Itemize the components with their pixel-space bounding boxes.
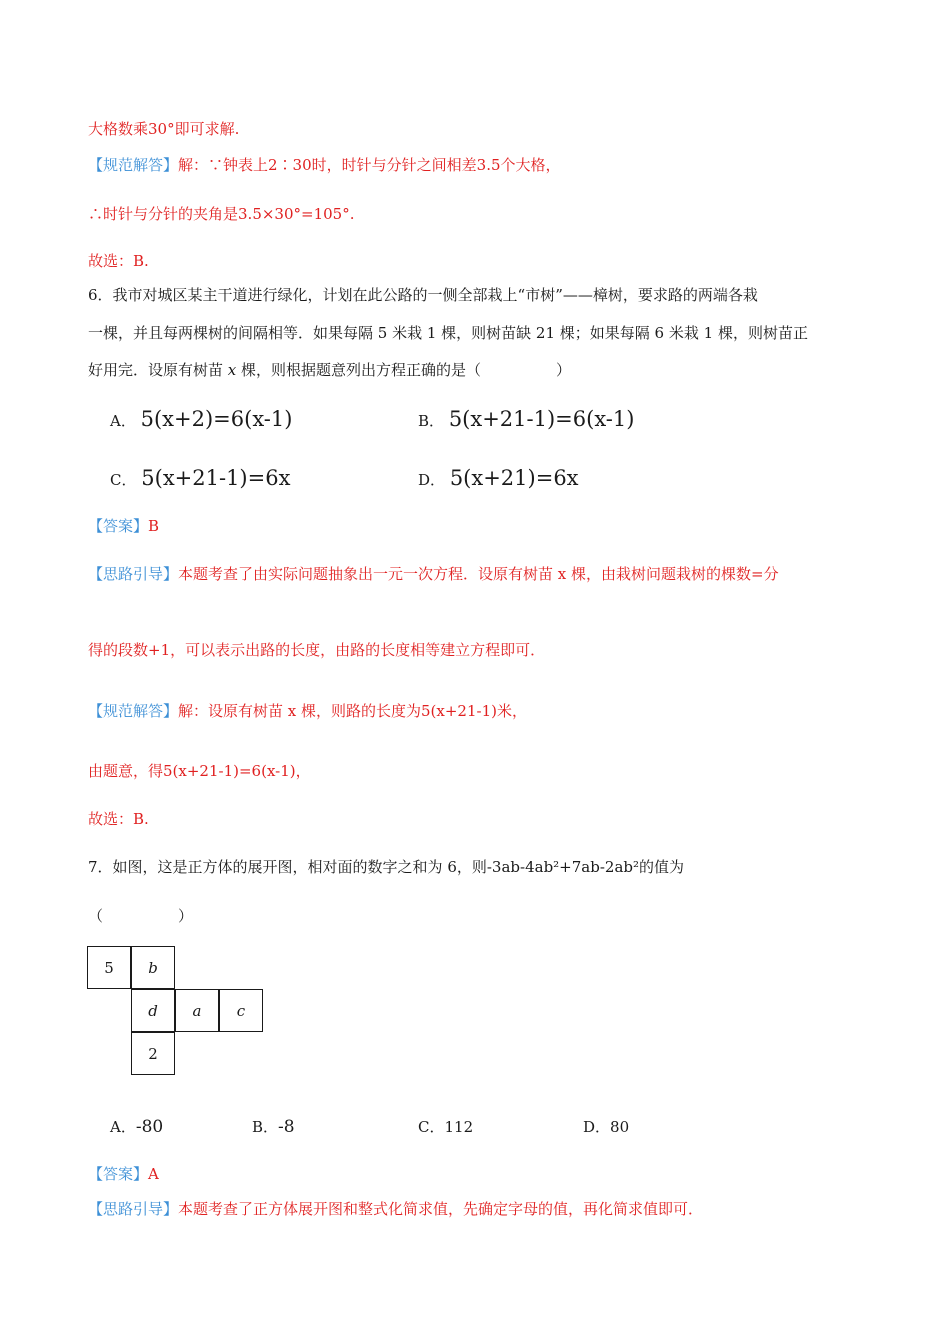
prev-line1: 大格数乘30°即可求解. [88, 120, 240, 138]
q7-option-d [583, 1116, 629, 1138]
q7-option-b [252, 1116, 295, 1138]
q6-option-b [418, 408, 634, 432]
q7-option-c-label: C． [418, 1118, 445, 1136]
q6-solution-tag: 【规范解答】 [88, 702, 179, 720]
q6-stem-line1: 6．我市对城区某主干道进行绿化，计划在此公路的一侧全部栽上“市树”——樟树，要求路的两端各栽 [88, 286, 758, 304]
q7-guide-text: 本题考查了正方体展开图和整式化简求值，先确定字母的值，再化简求值即可． [178, 1200, 704, 1218]
q6-option-c-label: C． [110, 471, 137, 489]
net-cell-c: c [219, 989, 263, 1032]
q6-option-a-label: A． [110, 412, 136, 430]
q7-option-d-label: D． [583, 1118, 611, 1136]
q6-stem-line3-a: 好用完．设原有树苗 [88, 361, 228, 379]
q6-stem-line3-b: 棵，则根据题意列出方程正确的是（ ） [236, 361, 572, 379]
q7-option-a [110, 1116, 163, 1138]
q7-guide-tag: 【思路引导】 [88, 1200, 179, 1218]
q6-option-b-label: B． [418, 412, 445, 430]
prev-solution-line [88, 154, 561, 176]
q7-option-a-label: A． [110, 1118, 136, 1136]
q6-guide-line1 [88, 563, 779, 585]
q7-option-c-text: 112 [444, 1118, 474, 1136]
q6-option-d-text: 5(x+21)=6x [449, 466, 579, 490]
net-cell-5: 5 [87, 946, 131, 989]
q7-option-a-text: -80 [135, 1117, 164, 1137]
q7-answer-tag: 【答案】 [88, 1165, 149, 1183]
q6-solution-text1: 解：设原有树苗 x 棵，则路的长度为5(x+21-1)米， [178, 702, 527, 720]
q6-option-d-label: D． [418, 471, 446, 489]
q6-stem-line2: 一棵，并且每两棵树的间隔相等．如果每隔 5 米栽 1 棵，则树苗缺 21 棵；如果每隔 6 米栽 1 棵，则树苗正 [88, 324, 808, 342]
q6-option-c-text: 5(x+21-1)=6x [141, 466, 291, 490]
q6-option-a-text: 5(x+2)=6(x-1) [140, 407, 293, 431]
q7-option-b-label: B． [252, 1118, 279, 1136]
q6-solution-line1 [88, 700, 527, 722]
q7-stem-line2: （ ） [88, 907, 194, 925]
q6-solution-line2: 由题意，得5(x+21-1)=6(x-1)， [88, 762, 311, 780]
q7-stem-line1: 7．如图，这是正方体的展开图，相对面的数字之和为 6，则-3ab-4ab²+7ab-2ab²的值为 [88, 858, 685, 876]
prev-line3: ∴时针与分针的夹角是3.5×30°=105°. [88, 205, 355, 223]
q7-option-c [418, 1116, 473, 1138]
q6-option-a [110, 408, 292, 432]
q7-option-b-text: -8 [278, 1117, 295, 1137]
q6-stem-var-x: x [227, 361, 237, 379]
q7-option-d-text: 80 [610, 1118, 630, 1136]
net-cell-d: d [131, 989, 175, 1032]
q6-option-c [110, 467, 290, 491]
q6-guide-line2: 得的段数+1，可以表示出路的长度，由路的长度相等建立方程即可． [88, 641, 546, 659]
q6-guide-tag: 【思路引导】 [88, 565, 179, 583]
net-cell-2: 2 [131, 1032, 175, 1075]
q6-choice: 故选：B. [88, 810, 149, 828]
q6-stem-line3 [88, 359, 571, 381]
q7-answer [88, 1163, 159, 1185]
net-cell-b: b [131, 946, 175, 989]
q7-guide [88, 1198, 703, 1220]
q7-answer-value: A [148, 1165, 159, 1183]
q6-answer-value: B [148, 517, 160, 535]
q6-option-d [418, 467, 579, 491]
net-cell-a: a [175, 989, 219, 1032]
prev-solution-text: 解：∵钟表上2∶30时，时针与分针之间相差3.5个大格， [178, 156, 561, 174]
prev-choice: 故选：B. [88, 252, 149, 270]
q6-answer [88, 515, 159, 537]
prev-solution-tag: 【规范解答】 [88, 156, 179, 174]
q6-option-b-text: 5(x+21-1)=6(x-1) [448, 407, 635, 431]
q6-guide-text1: 本题考查了由实际问题抽象出一元一次方程．设原有树苗 x 棵，由栽树问题栽树的棵数=分 [178, 565, 779, 583]
q6-answer-tag: 【答案】 [88, 517, 149, 535]
